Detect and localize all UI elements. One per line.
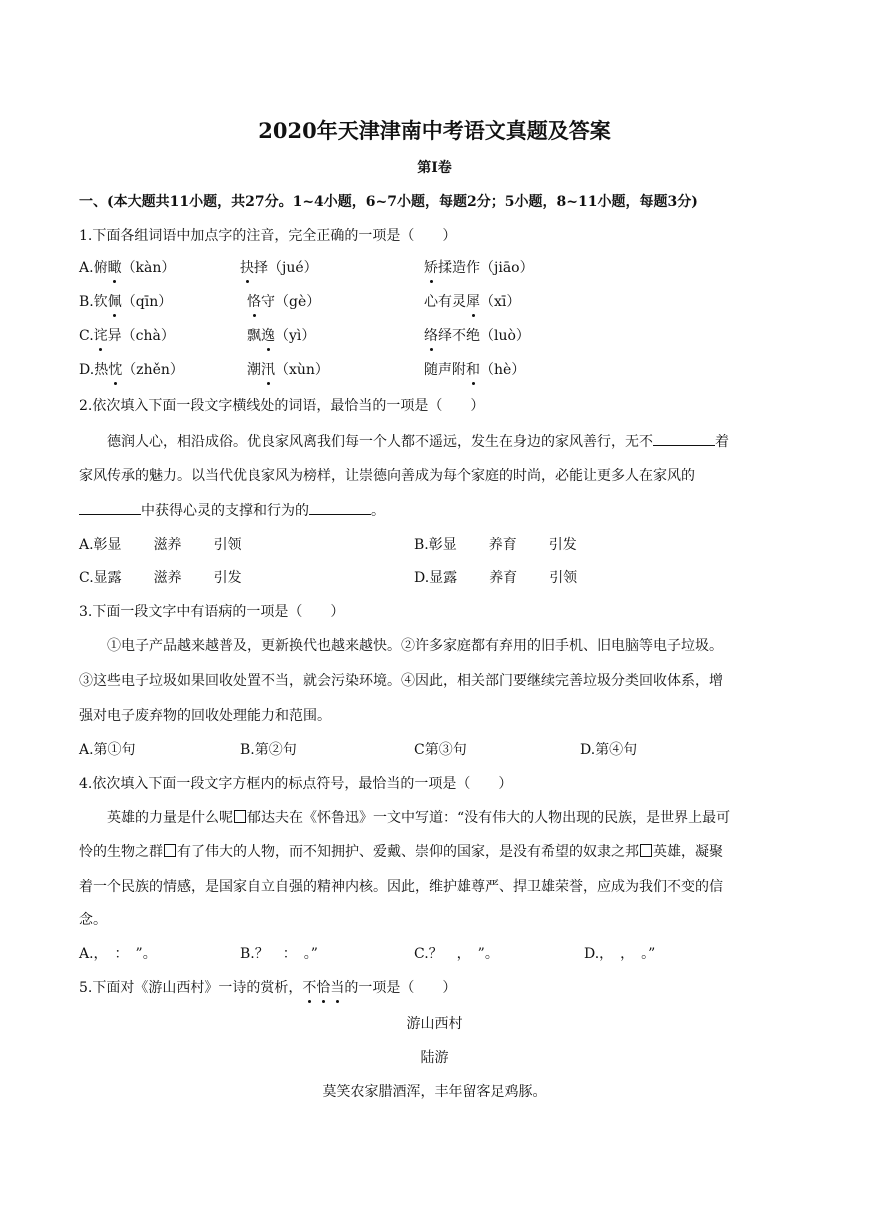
q4-stem: 4.依次填入下面一段文字方框内的标点符号，最恰当的一项是（ ） (79, 776, 513, 792)
q2-option-a: A.彰显 滋养 引领 (79, 537, 242, 553)
q3-passage-line1: ①电子产品越来越普及，更新换代也越来越快。②许多家庭都有弃用的旧手机、旧电脑等电子垃圾。 (107, 638, 723, 654)
q1-stem: 1.下面各组词语中加点字的注音，完全正确的一项是（ ） (79, 228, 457, 244)
poem-author: 陆游 (420, 1050, 449, 1066)
fill-blank (79, 500, 141, 515)
exam-page: 2020年天津津南中考语文真题及答案 第Ⅰ卷 一、(本大题共11小题，共27分。1~4小题，6~7小题，每题2分；5小题，8~11小题，每题3分) 1.下面各组词语中加点字的注音，完全正确的一项是（ ） A.俯瞰（kàn） 抉择（jué） 矫揉造作（jiāo） B.钦佩（qīn） 恪守（gè） 心有灵犀（xī） C.诧异（chà） 飘逸（yì） 络绎不绝（luò） D.热忱（zhěn） 潮汛（xùn） 随声附和（hè） 2.依次填入下面一段文字横线处的词语，最恰当的一项是（ ） 德润人心，相沿成俗。优良家风离我们每一个人都不遥远，发生在身边的家风善行，无不 着 家风传承的魅力。以当代优良家风为榜样，让崇德向善成为每个家庭的时尚，必能让更多人在家风的 中获得心灵的支撑和行为的 。 A.彰显 滋养 引领 B.彰显 养育 引发 C.显露 滋养 引发 D.显露 养育 引领 3.下面一段文字中有语病的一项是（ ） ①电子产品越来越普及，更新换代也越来越快。②许多家庭都有弃用的旧手机、旧电脑等电子垃圾。 ③这些电子垃圾如果回收处置不当，就会污染环境。④因此，相关部门要继续完善垃圾分类回收体系，增 强对电子废弃物的回收处理能力和范围。 A.第①句 B.第②句 C第③句 D.第④句 4.依次填入下面一段文字方框内的标点符号，最恰当的一项是（ ） 英雄的力量是什么呢 郁达夫在《怀鲁迅》一文中写道：“没有伟大的人物出现的民族，是世界上最可 怜的生物之群 有了伟大的人物，而不知拥护、爱戴、崇仰的国家，是没有希望的奴隶之邦 英雄，凝聚 着一个民族的情感，是国家自立自强的精神内核。因此，维护雄尊严、捍卫雄荣誉，应成为我们不变的信 念。 A.， ： ”。 B.？ ： 。” C.？ ， ”。 D.， ， 。” 5.下面对《游山西村》一诗的赏析，不恰当的一项是（ ） 游山西村 陆游 莫笑农家腊酒浑，丰年留客足鸡豚。 (0, 0, 869, 1228)
q2-option-d: D.显露 养育 引领 (414, 570, 578, 586)
q3-option-d: D.第④句 (580, 742, 638, 758)
punctuation-box (640, 844, 652, 857)
q4-passage-line1: 英雄的力量是什么呢 郁达夫在《怀鲁迅》一文中写道：“没有伟大的人物出现的民族，是世界上最可 (107, 810, 731, 826)
q3-option-b: B.第②句 (240, 742, 297, 758)
q4-passage-line3: 着一个民族的情感，是国家自立自强的精神内核。因此，维护雄尊严、捍卫雄荣誉，应成为我们不变的信 (79, 879, 723, 895)
fill-blank (309, 500, 371, 515)
q4-option-d: D.， ， 。” (584, 946, 656, 962)
section-header: 一、(本大题共11小题，共27分。1~4小题，6~7小题，每题2分；5小题，8~11小题，每题3分) (79, 194, 698, 210)
q2-passage-line3: 中获得心灵的支撑和行为的 。 (79, 500, 385, 521)
q2-passage-line1: 德润人心，相沿成俗。优良家风离我们每一个人都不遥远，发生在身边的家风善行，无不 着 (107, 431, 729, 452)
q2-option-c: C.显露 滋养 引发 (79, 570, 242, 586)
q4-option-b: B.？ ： 。” (240, 946, 318, 962)
page-title: 2020年天津津南中考语文真题及答案 (258, 118, 611, 143)
q4-passage-line4: 念。 (79, 912, 107, 928)
q3-passage-line2: ③这些电子垃圾如果回收处置不当，就会污染环境。④因此，相关部门要继续完善垃圾分类回收体系，增 (79, 673, 723, 689)
q2-option-b: B.彰显 养育 引发 (414, 537, 577, 553)
q3-option-c: C第③句 (414, 742, 467, 758)
poem-line: 莫笑农家腊酒浑，丰年留客足鸡豚。 (322, 1084, 547, 1100)
volume-label: 第Ⅰ卷 (417, 160, 452, 176)
q3-stem: 3.下面一段文字中有语病的一项是（ ） (79, 604, 345, 620)
q3-passage-line3: 强对电子废弃物的回收处理能力和范围。 (79, 708, 331, 724)
q4-option-c: C.？ ， ”。 (414, 946, 499, 962)
q5-stem: 5.下面对《游山西村》一诗的赏析，不恰当的一项是（ ） (79, 980, 457, 996)
poem-title: 游山西村 (406, 1016, 463, 1032)
fill-blank (653, 431, 715, 446)
punctuation-box (234, 810, 246, 823)
q4-option-a: A.， ： ”。 (79, 946, 157, 962)
q2-stem: 2.依次填入下面一段文字横线处的词语，最恰当的一项是（ ） (79, 398, 485, 414)
q4-passage-line2: 怜的生物之群 有了伟大的人物，而不知拥护、爱戴、崇仰的国家，是没有希望的奴隶之邦 英雄，凝聚 (79, 844, 723, 860)
q2-passage-line2: 家风传承的魅力。以当代优良家风为榜样，让崇德向善成为每个家庭的时尚，必能让更多人在家风的 (79, 468, 695, 484)
q3-option-a: A.第①句 (79, 742, 136, 758)
punctuation-box (164, 844, 176, 857)
